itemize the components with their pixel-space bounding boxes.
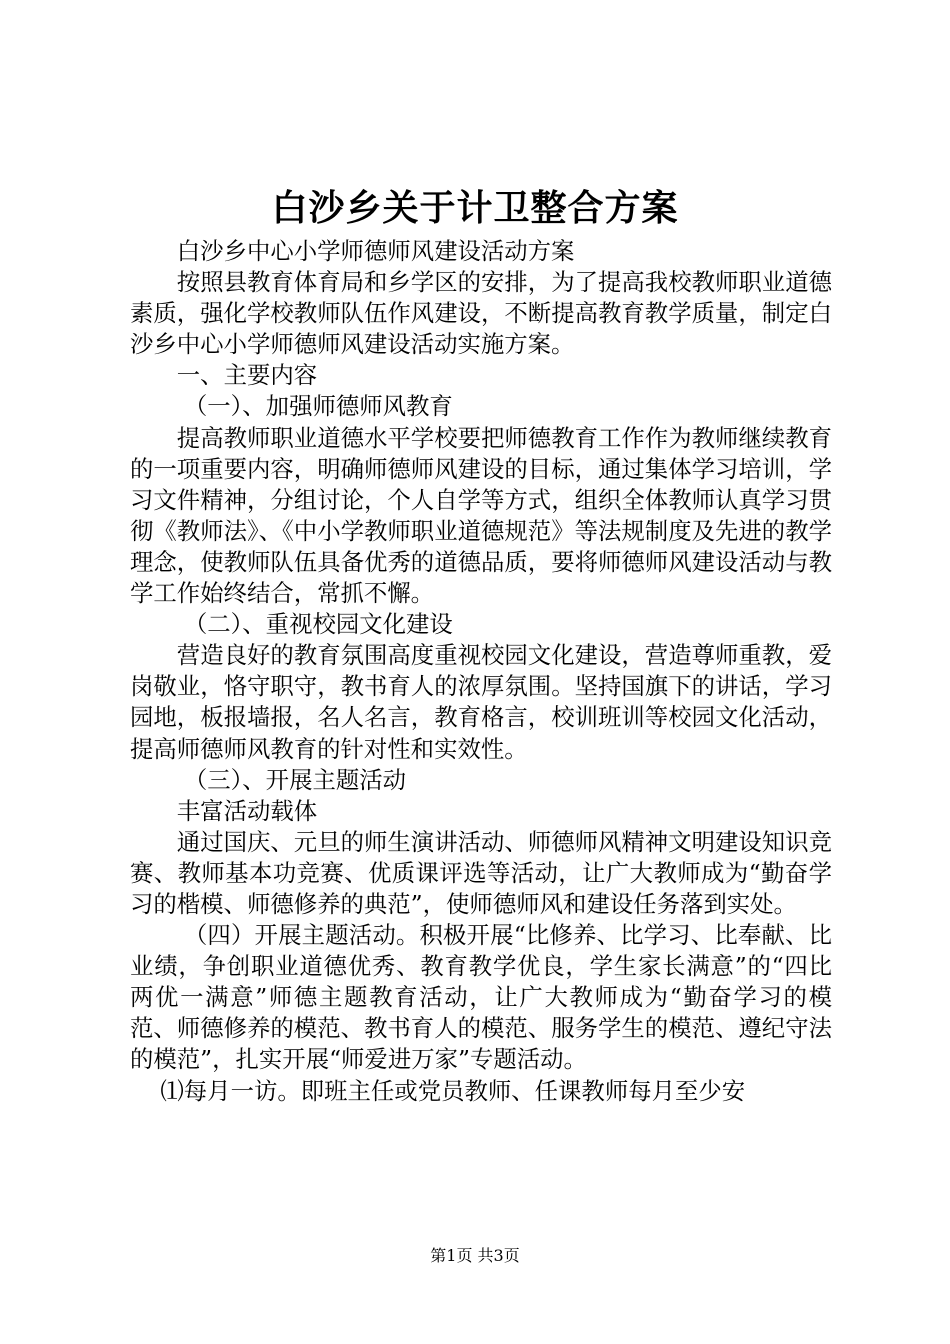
page-footer: 第1页 共3页 [430, 1246, 520, 1265]
paragraph-section-1: 提高教师职业道德水平学校要把师德教育工作作为教师继续教育的一项重要内容，明确师德师风建设的目标，通过集体学习培训，学习文件精神，分组讨论，个人自学等方式，组织全体教师认真学习贯彻《教师法》、《中小学教师职业道德规范》等法规制度及先进的教学理念，使教师队伍具备优秀的道德品质，要将师德师风建设活动与教学工作始终结合，常抓不懈。 [130, 423, 832, 608]
paragraph-section-2: 营造良好的教育氛围高度重视校园文化建设，营造尊师重教，爱岗敬业，恪守职守，教书育人的浓厚氛围。坚持国旗下的讲话，学习园地，板报墙报，名人名言，教育格言，校训班训等校园文化活动，提高师德师风教育的针对性和实效性。 [130, 641, 832, 763]
paragraph-item-1: ⑴每月一访。即班主任或党员教师、任课教师每月至少安 [160, 1076, 746, 1105]
document-title: 白沙乡关于计卫整合方案 [271, 187, 679, 229]
heading-section-1: （一）、加强师德师风教育 [183, 392, 453, 421]
paragraph-section-4: （四）开展主题活动。积极开展“比修养、比学习、比奉献、比业绩，争创职业道德优秀、教育教学优良，学生家长满意”的“四比两优一满意”师德主题教育活动，让广大教师成为“勤奋学习的模范、师德修养的模范、教书育人的模范、服务学生的模范、遵纪守法的模范”，扎实开展“师爱进万家”专题活动。 [130, 921, 832, 1074]
paragraph-section-3-lead: 丰富活动载体 [176, 796, 318, 825]
heading-main-content: 一、主要内容 [176, 361, 318, 390]
paragraph-subtitle: 白沙乡中心小学师德师风建设活动方案 [176, 237, 575, 265]
heading-section-3: （三）、开展主题活动 [183, 765, 407, 794]
paragraph-section-3: 通过国庆、元旦的师生演讲活动、师德师风精神文明建设知识竞赛、教师基本功竞赛、优质课评选等活动，让广大教师成为“勤奋学习的楷模、师德修养的典范”，使师德师风和建设任务落到实处。 [130, 827, 832, 918]
document-body [130, 236, 832, 1107]
heading-section-2: （二）、重视校园文化建设 [183, 610, 453, 639]
paragraph-intro: 按照县教育体育局和乡学区的安排，为了提高我校教师职业道德素质，强化学校教师队伍作风建设，不断提高教育教学质量，制定白沙乡中心小学师德师风建设活动实施方案。 [130, 268, 832, 359]
